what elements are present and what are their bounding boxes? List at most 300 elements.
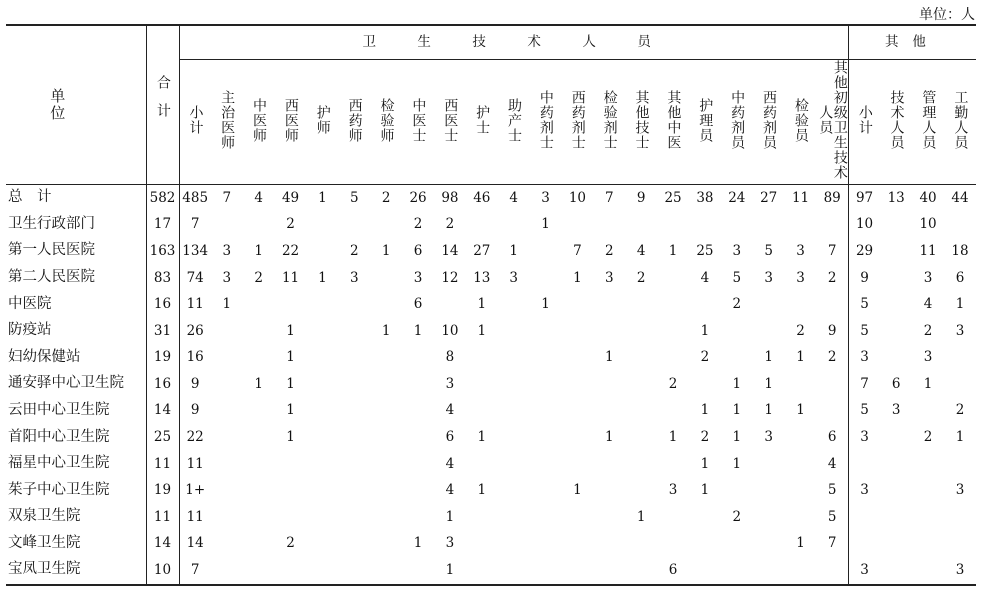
table-cell: [370, 557, 402, 585]
table-cell: [880, 477, 912, 504]
table-cell: 19: [146, 477, 179, 504]
table-cell: [817, 211, 849, 238]
table-cell: [625, 531, 657, 558]
table-cell: [402, 557, 434, 585]
table-cell: [562, 318, 594, 345]
column-header: [370, 60, 402, 185]
table-cell: [402, 371, 434, 398]
table-cell: 3: [350, 269, 359, 286]
table-cell: 3: [891, 402, 901, 419]
table-cell: [498, 504, 530, 531]
table-cell: 2: [350, 242, 359, 259]
column-header: [657, 60, 689, 185]
table-cell: [466, 504, 498, 531]
table-cell: 1: [700, 322, 710, 339]
table-cell: 1: [381, 322, 391, 339]
table-cell: [211, 398, 243, 425]
table-cell: [498, 451, 530, 478]
table-cell: [338, 371, 370, 398]
table-cell: [530, 265, 562, 292]
table-cell: [562, 371, 594, 398]
table-cell: 3: [955, 482, 965, 499]
table-cell: 11: [146, 504, 179, 531]
table-cell: [944, 531, 976, 558]
column-header-label: 中医士: [410, 97, 427, 143]
table-cell: 2: [923, 429, 933, 446]
table-cell: 2: [668, 375, 678, 392]
table-cell: [721, 477, 753, 504]
table-cell: [753, 477, 785, 504]
table-cell: [785, 211, 817, 238]
table-cell: [912, 451, 944, 478]
table-cell: 1: [605, 429, 614, 446]
table-cell: 6: [827, 429, 837, 446]
table-cell: 1: [573, 482, 582, 499]
table-cell: 1: [700, 455, 710, 472]
table-cell: 1: [286, 402, 295, 419]
table-cell: [785, 291, 817, 318]
column-header-label: 检验员: [792, 97, 809, 143]
table-cell: 1: [318, 269, 327, 286]
table-cell: 26: [402, 184, 434, 211]
table-cell: 3: [796, 242, 805, 259]
table-cell: 13: [880, 184, 912, 211]
table-cell: 7: [827, 242, 837, 259]
table-row: [6, 477, 976, 504]
table-cell: [307, 318, 339, 345]
table-cell: [689, 371, 721, 398]
health-tech-group-label: 卫 生 技 术 人 员: [362, 34, 665, 51]
table-cell: 2: [413, 216, 423, 233]
table-cell: 5: [827, 482, 837, 499]
column-header: [593, 60, 625, 185]
column-header-label: 护理员: [697, 97, 714, 143]
table-cell: 3: [530, 184, 562, 211]
table-cell: 4: [243, 184, 275, 211]
table-cell: [562, 557, 594, 585]
table-cell: [466, 557, 498, 585]
table-cell: 3: [445, 375, 455, 392]
table-cell: 1: [764, 402, 773, 419]
table-cell: 6: [955, 269, 965, 286]
table-cell: [498, 371, 530, 398]
table-cell: [466, 371, 498, 398]
table-cell: [211, 318, 243, 345]
table-cell: [498, 211, 530, 238]
table-cell: [530, 531, 562, 558]
table-cell: 1: [307, 184, 339, 211]
table-cell: [370, 451, 402, 478]
table-cell: [338, 477, 370, 504]
table-cell: [753, 504, 785, 531]
table-cell: [243, 531, 275, 558]
table-cell: [880, 318, 912, 345]
table-cell: 5: [827, 508, 837, 525]
column-header-label: 技术人员: [888, 90, 905, 150]
table-cell: [402, 344, 434, 371]
table-cell: [657, 291, 689, 318]
table-cell: [562, 531, 594, 558]
table-cell: [530, 424, 562, 451]
column-header: [944, 60, 976, 185]
table-cell: [657, 344, 689, 371]
table-cell: [785, 504, 817, 531]
column-header: [721, 60, 753, 185]
table-cell: 1: [764, 349, 773, 366]
table-row: [6, 318, 976, 345]
table-cell: 16: [146, 371, 179, 398]
column-header: [689, 60, 721, 185]
table-cell: 89: [817, 184, 849, 211]
unit-name: 妇幼保健站: [8, 348, 81, 365]
column-header: [498, 60, 530, 185]
table-cell: [593, 291, 625, 318]
unit-name: 总 计: [6, 184, 146, 211]
table-cell: 3: [923, 269, 933, 286]
table-row: [6, 344, 976, 371]
table-cell: 83: [146, 265, 179, 292]
unit-name: 第一人民医院: [8, 242, 95, 259]
table-cell: [402, 451, 434, 478]
table-cell: [370, 504, 402, 531]
table-cell: [243, 318, 275, 345]
table-cell: 10: [848, 211, 880, 238]
table-cell: 14: [146, 398, 179, 425]
table-cell: 3: [848, 557, 880, 585]
table-cell: [338, 424, 370, 451]
table-cell: [593, 451, 625, 478]
table-cell: [657, 531, 689, 558]
table-cell: [753, 531, 785, 558]
table-row: [6, 291, 976, 318]
table-cell: [402, 398, 434, 425]
table-row: [6, 371, 976, 398]
table-cell: [243, 344, 275, 371]
table-cell: 14: [179, 531, 211, 558]
table-cell: [307, 398, 339, 425]
table-cell: [370, 291, 402, 318]
table-cell: [912, 398, 944, 425]
table-cell: 11: [785, 184, 817, 211]
table-cell: 3: [848, 477, 880, 504]
unit-name: 中医院: [8, 295, 52, 312]
table-cell: 26: [179, 318, 211, 345]
table-cell: 46: [466, 184, 498, 211]
table-cell: 38: [689, 184, 721, 211]
table-cell: 2: [286, 216, 295, 233]
table-cell: [785, 557, 817, 585]
table-cell: [243, 504, 275, 531]
table-cell: 3: [413, 269, 423, 286]
table-cell: 10: [441, 322, 459, 339]
table-cell: 3: [222, 269, 232, 286]
table-cell: [243, 557, 275, 585]
table-cell: [817, 291, 849, 318]
table-cell: 1: [732, 402, 742, 419]
unit-name: 茱子中心卫生院: [8, 481, 110, 498]
table-cell: [275, 451, 307, 478]
table-cell: 3: [509, 269, 518, 286]
table-body: [6, 184, 976, 584]
table-cell: 2: [700, 349, 710, 366]
table-cell: 1: [286, 375, 295, 392]
table-cell: 4: [445, 455, 455, 472]
table-cell: [530, 238, 562, 265]
table-cell: 5: [848, 291, 880, 318]
table-cell: [562, 291, 594, 318]
column-header-label: 西药师: [346, 97, 363, 143]
column-header-label: 西医师: [282, 97, 299, 143]
table-cell: [562, 451, 594, 478]
unit-name: 卫生行政部门: [8, 215, 95, 232]
column-header: [211, 60, 243, 185]
table-cell: [434, 291, 466, 318]
table-cell: [880, 238, 912, 265]
table-cell: 3: [955, 322, 965, 339]
table-cell: [466, 398, 498, 425]
column-header: [848, 60, 880, 185]
table-cell: 1+: [179, 477, 211, 504]
table-cell: 4: [700, 269, 710, 286]
column-header-label: 助产士: [506, 97, 523, 143]
table-cell: [912, 504, 944, 531]
table-cell: [530, 371, 562, 398]
table-cell: [657, 504, 689, 531]
table-cell: [370, 344, 402, 371]
table-cell: 98: [434, 184, 466, 211]
table-cell: [912, 557, 944, 585]
table-cell: [338, 211, 370, 238]
table-cell: 2: [732, 508, 742, 525]
table-cell: [562, 424, 594, 451]
table-cell: 1: [445, 508, 455, 525]
table-cell: [402, 477, 434, 504]
table-cell: 1: [573, 269, 582, 286]
table-cell: 1: [732, 375, 742, 392]
table-cell: 11: [281, 269, 300, 286]
table-cell: 8: [445, 349, 455, 366]
column-header-label: 西药剂士: [569, 90, 586, 150]
table-cell: [307, 557, 339, 585]
table-cell: 2: [700, 429, 710, 446]
table-cell: 9: [827, 322, 837, 339]
table-cell: [689, 504, 721, 531]
table-row: [6, 531, 976, 558]
table-cell: [817, 398, 849, 425]
table-cell: 10: [146, 557, 179, 585]
table-cell: [402, 504, 434, 531]
table-cell: [530, 557, 562, 585]
table-cell: 1: [796, 402, 805, 419]
table-cell: [243, 477, 275, 504]
total-column-header-label: 合计: [154, 75, 171, 131]
column-header: [307, 60, 339, 185]
column-header-label: 西药剂员: [761, 90, 778, 150]
table-cell: 31: [146, 318, 179, 345]
table-cell: [307, 477, 339, 504]
table-cell: [498, 557, 530, 585]
unit-column-header: 单 位: [6, 25, 146, 184]
table-cell: [657, 451, 689, 478]
column-header-label: 其他初级卫生技术人员: [817, 60, 848, 180]
table-cell: 14: [146, 531, 179, 558]
table-cell: [593, 477, 625, 504]
table-cell: [625, 398, 657, 425]
table-cell: 1: [668, 429, 678, 446]
table-cell: 134: [179, 238, 211, 265]
table-cell: 2: [286, 535, 295, 552]
table-cell: 24: [721, 184, 753, 211]
unit-name: 云田中心卫生院: [8, 401, 110, 418]
table-cell: 1: [923, 375, 933, 392]
column-header: [530, 60, 562, 185]
table-cell: 3: [764, 429, 773, 446]
table-cell: 18: [951, 242, 969, 259]
column-header-label: 中药剂员: [729, 90, 746, 150]
table-cell: 7: [827, 535, 837, 552]
column-header: [402, 60, 434, 185]
table-cell: 13: [473, 269, 491, 286]
table-cell: [753, 291, 785, 318]
table-cell: [370, 211, 402, 238]
table-cell: [625, 557, 657, 585]
table-cell: 4: [636, 242, 646, 259]
table-cell: 10: [562, 184, 594, 211]
table-cell: [785, 424, 817, 451]
table-cell: 3: [668, 482, 678, 499]
other-group-label: 其他: [884, 34, 940, 51]
table-cell: [243, 424, 275, 451]
total-row: [6, 184, 976, 211]
table-cell: 2: [827, 269, 837, 286]
other-group-header: [848, 25, 976, 60]
table-cell: 5: [764, 242, 773, 259]
table-cell: 7: [848, 371, 880, 398]
column-header: [625, 60, 657, 185]
table-cell: 1: [668, 242, 678, 259]
table-cell: [338, 318, 370, 345]
staff-table: [6, 24, 976, 586]
table-cell: [211, 557, 243, 585]
table-cell: 5: [338, 184, 370, 211]
table-cell: [307, 291, 339, 318]
table-cell: [498, 291, 530, 318]
table-cell: [243, 211, 275, 238]
table-cell: [944, 451, 976, 478]
table-cell: [689, 531, 721, 558]
table-cell: 9: [848, 265, 880, 292]
table-cell: [562, 504, 594, 531]
column-header-label: 西医士: [442, 97, 459, 143]
table-cell: [721, 211, 753, 238]
table-cell: 1: [477, 482, 487, 499]
table-cell: 29: [848, 238, 880, 265]
table-cell: 1: [955, 296, 965, 313]
column-header-label: 小计: [856, 105, 873, 135]
unit-name: 文峰卫生院: [8, 534, 81, 551]
table-cell: [817, 557, 849, 585]
table-cell: [944, 211, 976, 238]
table-cell: [562, 398, 594, 425]
column-header-label: 检验剂士: [601, 90, 618, 150]
table-cell: [625, 451, 657, 478]
table-cell: [625, 211, 657, 238]
table-cell: 1: [605, 349, 614, 366]
table-cell: [753, 318, 785, 345]
table-cell: [530, 451, 562, 478]
table-cell: [307, 371, 339, 398]
table-cell: [625, 477, 657, 504]
table-cell: 1: [434, 557, 466, 585]
table-cell: 1: [700, 402, 710, 419]
table-cell: 1: [732, 455, 742, 472]
table-cell: [498, 531, 530, 558]
table-cell: [338, 504, 370, 531]
table-cell: 5: [732, 269, 742, 286]
table-cell: [498, 318, 530, 345]
column-header-label: 管理人员: [920, 90, 937, 150]
table-cell: 4: [445, 402, 455, 419]
table-cell: 17: [146, 211, 179, 238]
table-cell: [593, 504, 625, 531]
table-cell: 1: [541, 296, 550, 313]
table-cell: 27: [753, 184, 785, 211]
table-cell: [338, 531, 370, 558]
table-cell: 1: [286, 322, 295, 339]
table-cell: [243, 291, 275, 318]
table-cell: [785, 451, 817, 478]
table-cell: 7: [573, 242, 582, 259]
table-cell: 582: [146, 184, 179, 211]
table-cell: [466, 531, 498, 558]
table-cell: 1: [254, 242, 263, 259]
table-cell: 3: [732, 242, 742, 259]
table-cell: [880, 344, 912, 371]
table-cell: 2: [254, 269, 263, 286]
column-header: [785, 60, 817, 185]
table-cell: 1: [222, 296, 232, 313]
table-cell: [721, 531, 753, 558]
table-cell: [307, 451, 339, 478]
table-cell: [657, 398, 689, 425]
column-header-label: 检验师: [378, 97, 395, 143]
table-cell: [307, 504, 339, 531]
table-cell: 22: [179, 424, 211, 451]
table-cell: [338, 291, 370, 318]
table-cell: 25: [146, 424, 179, 451]
unit-name: 防疫站: [8, 322, 52, 339]
table-cell: 9: [625, 184, 657, 211]
table-cell: 7: [179, 211, 211, 238]
unit-name: 第二人民医院: [8, 268, 95, 285]
table-cell: 3: [944, 557, 976, 585]
table-cell: [562, 344, 594, 371]
column-header-label: 主治医师: [219, 90, 236, 150]
table-cell: [848, 504, 880, 531]
table-row: [6, 238, 976, 265]
table-cell: [370, 371, 402, 398]
table-cell: 19: [146, 344, 179, 371]
table-cell: [880, 265, 912, 292]
table-cell: [211, 211, 243, 238]
table-cell: [785, 477, 817, 504]
table-cell: [753, 451, 785, 478]
table-cell: [562, 211, 594, 238]
table-cell: 11: [919, 242, 937, 259]
unit-name: 福星中心卫生院: [8, 455, 110, 472]
table-cell: [211, 504, 243, 531]
table-cell: 97: [848, 184, 880, 211]
